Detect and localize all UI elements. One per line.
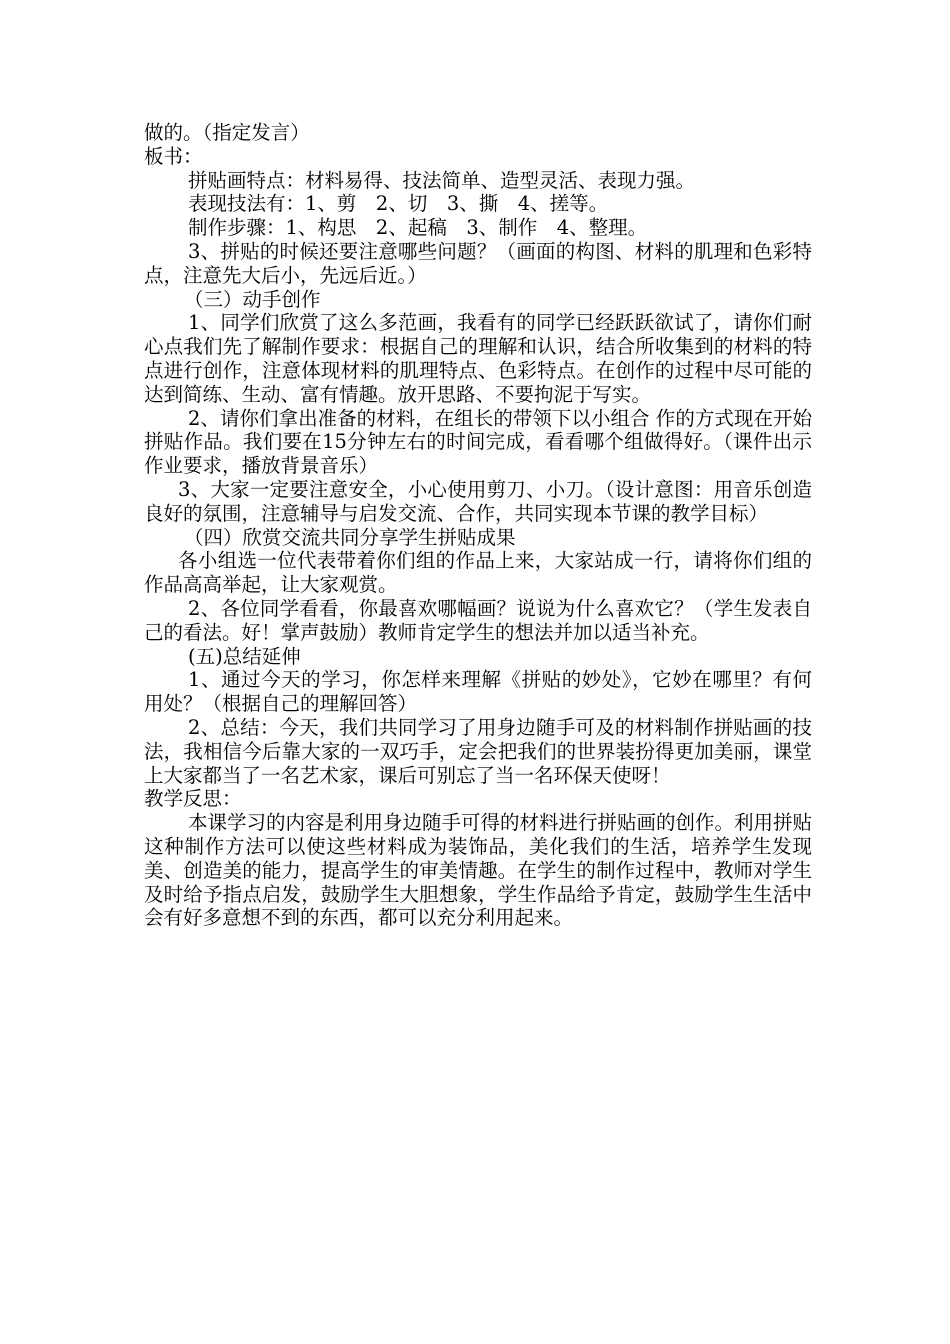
section-heading-3: （三）动手创作 [184, 287, 321, 311]
section-4-paragraph-1: 各小组选一位代表带着你们组的作品上来，大家站成一行，请将你们组的作品高高举起，让大家观赏。 [144, 549, 812, 597]
section-3-paragraph-3: 3、大家一定要注意安全，小心使用剪刀、小刀。（设计意图：用音乐创造良好的氛围，注意辅导与启发交流、合作，共同实现本节课的教学目标） [144, 477, 812, 525]
reflection-paragraph: 本课学习的内容是利用身边随手可得的材料进行拼贴画的创作。利用拼贴这种制作方法可以使这些材料成为装饰品，美化我们的生活，培养学生发现美、创造美的能力，提高学生的审美情趣。在学生的制作过程中，教师对学生及时给予指点启发，鼓励学生大胆想象，学生作品给予肯定，鼓励学生生活中会有好多意想不到的东西，都可以充分利用起来。 [144, 811, 813, 930]
board-heading: 板书： [144, 144, 203, 168]
paragraph-question-3: 3、拼贴的时候还要注意哪些问题？（画面的构图、材料的肌理和色彩特点，注意先大后小，先远后近。） [144, 239, 812, 287]
section-heading-5: (五)总结延伸 [188, 644, 301, 668]
board-line-techniques: 表现技法有：1、剪 2、切 3、撕 4、搓等。 [188, 192, 609, 216]
section-5-paragraph-2: 2、总结：今天，我们共同学习了用身边随手可及的材料制作拼贴画的技法，我相信今后靠大家的一双巧手，定会把我们的世界装扮得更加美丽，课堂上大家都当了一名艺术家，课后可别忘了当一名环保天使呀！ [144, 715, 812, 787]
board-line-steps: 制作步骤：1、构思 2、起稿 3、制作 4、整理。 [188, 216, 648, 240]
section-5-paragraph-1: 1、通过今天的学习，你怎样来理解《拼贴的妙处》，它妙在哪里？有何用处？（根据自己的理解回答） [144, 668, 812, 716]
section-3-paragraph-1: 1、同学们欣赏了这么多范画，我看有的同学已经跃跃欲试了，请你们耐心点我们先了解制作要求：根据自己的理解和认识，结合所收集到的材料的特点进行创作，注意体现材料的肌理特点、色彩特点。在创作的过程中尽可能的达到简练、生动、富有情趣。放开思路、不要拘泥于写实。 [144, 311, 812, 406]
section-heading-4: （四）欣赏交流共同分享学生拼贴成果 [184, 525, 516, 549]
document-page [144, 121, 812, 930]
reflection-heading: 教学反思： [144, 787, 242, 811]
section-3-paragraph-2: 2、请你们拿出准备的材料，在组长的带领下以小组合 作的方式现在开始拼贴作品。我们要在15分钟左右的时间完成，看看哪个组做得好。（课件出示作业要求，播放背景音乐） [144, 406, 812, 478]
section-4-paragraph-2: 2、各位同学看看，你最喜欢哪幅画？说说为什么喜欢它？（学生发表自己的看法。好！掌声鼓励）教师肯定学生的想法并加以适当补充。 [144, 596, 812, 644]
paragraph-continuation: 做的。（指定发言） [144, 121, 310, 144]
board-line-features: 拼贴画特点：材料易得、技法简单、造型灵活、表现力强。 [188, 168, 696, 192]
